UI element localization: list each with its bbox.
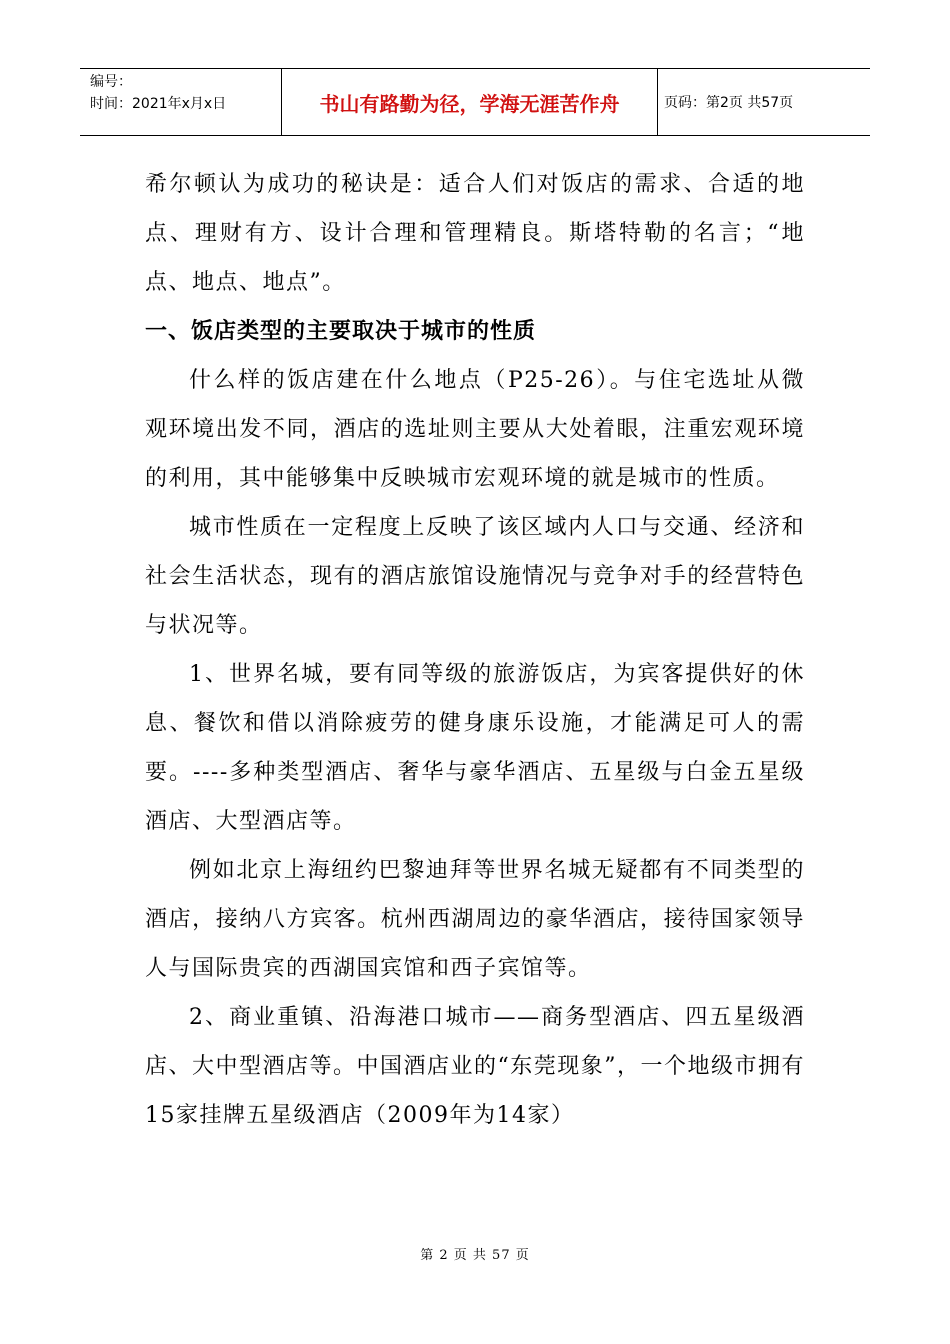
paragraph: 1、世界名城，要有同等级的旅游饭店，为宾客提供好的休息、餐饮和借以消除疲劳的健身康乐设施，才能满足可人的需要。----多种类型酒店、奢华与豪华酒店、五星级与白金五星级酒店、大型酒店等。 [145, 662, 805, 834]
page-footer: 第 2 页 共 57 页 [420, 1248, 530, 1263]
document-number-label: 编号： [90, 74, 132, 90]
document-body [145, 160, 805, 1140]
header-page-info: 页码：第2页 共57页 [664, 95, 794, 111]
section-heading: 一、饭店类型的主要取决于城市的性质 [145, 319, 537, 344]
paragraph: 2、商业重镇、沿海港口城市——商务型酒店、四五星级酒店、大中型酒店等。中国酒店业的“东莞现象”，一个地级市拥有15家挂牌五星级酒店（2009年为14家） [145, 1005, 805, 1128]
header-meta-cell [80, 69, 282, 135]
paragraph: 城市性质在一定程度上反映了该区域内人口与交通、经济和社会生活状态，现有的酒店旅馆设施情况与竞争对手的经营特色与状况等。 [145, 515, 805, 638]
paragraph: 什么样的饭店建在什么地点（P25-26）。与住宅选址从微观环境出发不同，酒店的选址则主要从大处着眼，注重宏观环境的利用，其中能够集中反映城市宏观环境的就是城市的性质。 [145, 368, 805, 491]
paragraph: 例如北京上海纽约巴黎迪拜等世界名城无疑都有不同类型的酒店，接纳八方宾客。杭州西湖周边的豪华酒店，接待国家领导人与国际贵宾的西湖国宾馆和西子宾馆等。 [145, 858, 805, 981]
header-table [80, 68, 870, 136]
paragraph: 希尔顿认为成功的秘诀是：适合人们对饭店的需求、合适的地点、理财有方、设计合理和管理精良。斯塔特勒的名言；“地点、地点、地点”。 [145, 172, 805, 295]
header-motto: 书山有路勤为径，学海无涯苦作舟 [282, 69, 658, 135]
document-time-label: 时间：2021年x月x日 [90, 96, 227, 112]
